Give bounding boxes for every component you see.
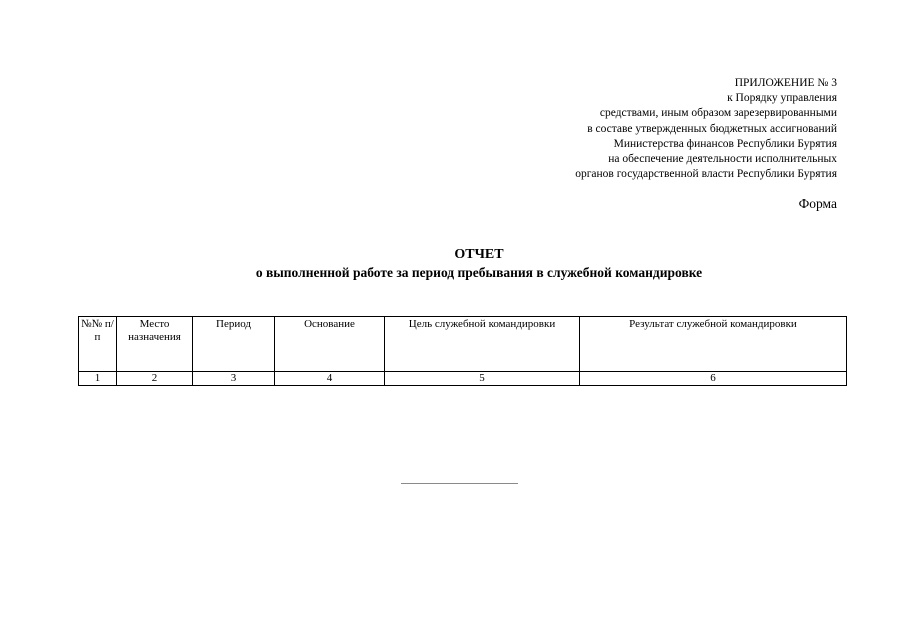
column-number-cell: 4 (275, 372, 385, 386)
report-table (78, 316, 847, 386)
header-period: Период (193, 317, 275, 372)
column-number-cell: 2 (117, 372, 193, 386)
document-title (0, 246, 905, 281)
table-header-row (79, 317, 847, 372)
form-label: Форма (798, 196, 837, 211)
column-number-cell: 1 (79, 372, 117, 386)
appendix-line: Министерства финансов Республики Бурятия (613, 137, 837, 150)
header-result: Результат служебной командировки (580, 317, 847, 372)
header-basis: Основание (275, 317, 385, 372)
appendix-line: в составе утвержденных бюджетных ассигнований (587, 122, 837, 135)
header-destination: Место назначения (117, 317, 193, 372)
appendix-line: к Порядку управления (727, 92, 837, 105)
column-number-cell: 5 (385, 372, 580, 386)
appendix-line: средствами, иным образом зарезервированными (599, 107, 837, 120)
table-numbering-row (79, 372, 847, 386)
footnote-divider (401, 483, 518, 484)
column-number-cell: 6 (580, 372, 847, 386)
title-subtitle: о выполненной работе за период пребывания в служебной командировке (255, 265, 703, 280)
appendix-line: органов государственной власти Республики Бурятия (575, 168, 837, 181)
header-purpose: Цель служебной командировки (385, 317, 580, 372)
column-number-cell: 3 (193, 372, 275, 386)
title-main: ОТЧЕТ (454, 247, 504, 262)
appendix-number: ПРИЛОЖЕНИЕ № 3 (734, 77, 837, 89)
appendix-line: на обеспечение деятельности исполнительных (608, 153, 837, 166)
appendix-block (575, 76, 837, 182)
header-number: №№ п/п (79, 317, 117, 372)
